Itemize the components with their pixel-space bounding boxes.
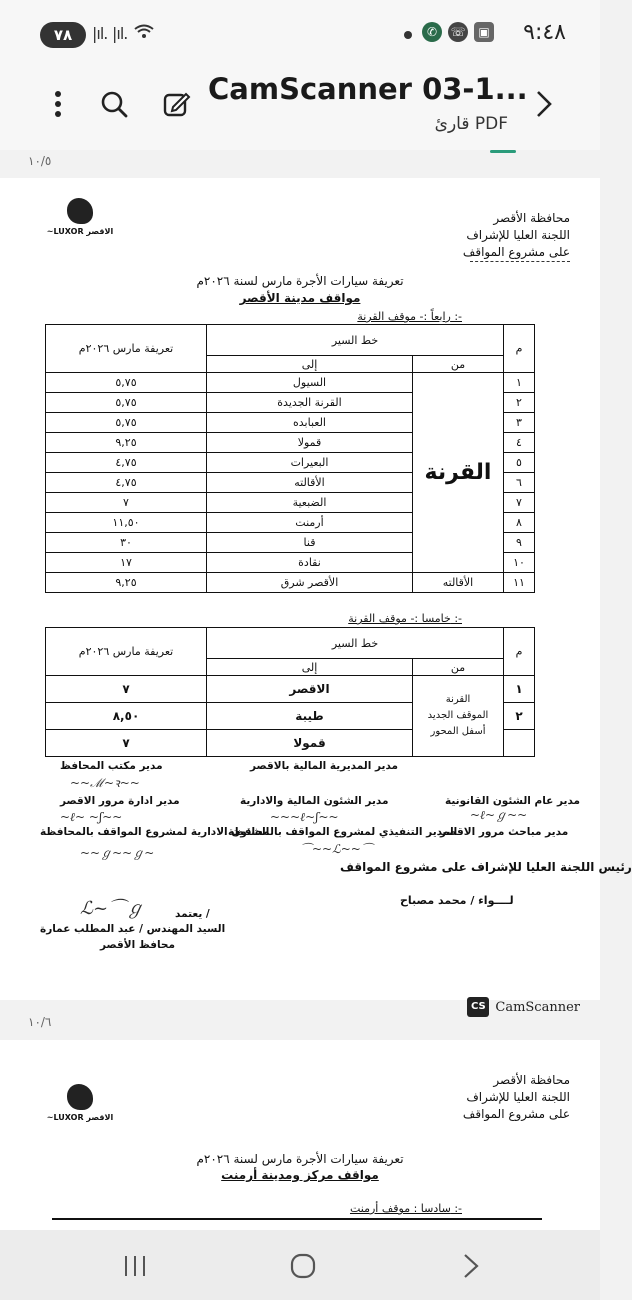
home-button[interactable] — [278, 1248, 328, 1284]
back-button[interactable] — [446, 1248, 496, 1284]
fare-table-1 — [45, 324, 535, 593]
signature-name: لــــواء / محمد مصباح — [400, 894, 514, 907]
cell-from-merged: القرنة — [413, 373, 504, 573]
signature-title: مدير مباحث مرور الاقصر — [440, 826, 569, 838]
cell-fare: ٣٠ — [46, 533, 207, 553]
header-line: على مشروع المواقف — [462, 1107, 570, 1121]
chevron-right-icon — [462, 1252, 480, 1280]
wifi-icon — [134, 24, 154, 44]
notification-icons — [404, 22, 494, 42]
header-line: محافظة الأقصر — [493, 1073, 570, 1087]
signature-title: رئيس اللجنة العليا للإشراف على مشروع المواقف — [340, 860, 632, 874]
signature-title: مدير مكتب المحافظ — [60, 760, 163, 772]
camscanner-watermark — [467, 997, 580, 1017]
whatsapp-icon: ☏ — [448, 22, 468, 42]
cell-num: ٥ — [504, 453, 535, 473]
logo-text: ~LUXOR الاقصر — [46, 1113, 114, 1122]
cell-fare: ٨,٥٠ — [46, 703, 207, 730]
cell-to: أرمنت — [207, 513, 413, 533]
cell-num: ٤ — [504, 433, 535, 453]
clock: ٩:٤٨ — [523, 20, 566, 45]
signature-title: مدير المديرية المالية بالاقصر — [250, 760, 399, 772]
luxor-logo — [30, 198, 130, 258]
cell-fare: ٤,٧٥ — [46, 473, 207, 493]
th-from: من — [413, 356, 504, 373]
search-icon — [100, 90, 128, 118]
th-route: خط السير — [207, 628, 504, 659]
document-page — [0, 178, 632, 1000]
edit-button[interactable] — [156, 84, 196, 124]
cell-fare: ٧ — [46, 676, 207, 703]
header-line: على مشروع المواقف — [462, 245, 570, 259]
cell-to: العبابده — [207, 413, 413, 433]
cell-to: نقادة — [207, 553, 413, 573]
th-fare: تعريفة مارس ٢٠٢٦م — [46, 628, 207, 676]
cell-num: ٨ — [504, 513, 535, 533]
section-heading: رابعاً :- موقف القرنة :- — [357, 310, 462, 323]
system-nav-bar — [0, 1230, 600, 1300]
doc-title: تعريفة سيارات الأجرة مارس لسنة ٢٠٢٦م — [196, 274, 404, 288]
th-to: إلى — [207, 356, 413, 373]
home-icon — [289, 1252, 317, 1280]
cell-to: الأقصر شرق — [207, 573, 413, 593]
document-page — [0, 1040, 600, 1230]
section-heading: خامسا :- موقف القرنة :- — [348, 612, 462, 625]
cell-num: ١٠ — [504, 553, 535, 573]
approver-name: السيد المهندس / عبد المطلب عمارة — [40, 923, 226, 935]
cell-fare: ١١,٥٠ — [46, 513, 207, 533]
header-divider — [470, 261, 570, 262]
approver-title: محافظ الأقصر — [100, 939, 175, 951]
page-number-label: ١٠/٦ — [28, 1015, 52, 1029]
signal-2-icon: |ıl. — [112, 24, 128, 43]
th-to: إلى — [207, 659, 413, 676]
cell-to: الأقالته — [207, 473, 413, 493]
header-block — [463, 210, 570, 262]
cell-fare: ٩,٢٥ — [46, 573, 207, 593]
cell-num: ٧ — [504, 493, 535, 513]
recent-apps-button[interactable] — [110, 1248, 160, 1284]
handwritten-signature: ~~ℊ~~ℊ~ — [80, 846, 155, 860]
handwritten-signature: ℒ~⌒ℊ — [80, 898, 145, 919]
cell-fare: ٧ — [46, 493, 207, 513]
cell-fare: ٩,٢٥ — [46, 433, 207, 453]
app-toolbar — [0, 66, 600, 150]
cell-to: قمولا — [207, 433, 413, 453]
fare-table-2 — [45, 627, 535, 757]
header-line: محافظة الأقصر — [493, 211, 570, 225]
from-line: أسفل المحور — [430, 726, 486, 737]
logo-emblem-icon — [67, 1084, 93, 1110]
approval-label: يعتمد / — [175, 908, 210, 920]
cell-to: البعيرات — [207, 453, 413, 473]
camscanner-text: CamScanner — [495, 999, 580, 1015]
logo-text: ~LUXOR الاقصر — [46, 227, 114, 236]
cell-to: قمولا — [207, 730, 413, 757]
cell-fare: ٥,٧٥ — [46, 393, 207, 413]
cell-fare: ١٧ — [46, 553, 207, 573]
doc-subtitle: مواقف مدينة الأقصر — [239, 291, 361, 305]
signature-title: الشئون الادارية لمشروع المواقف بالمحافظة — [40, 826, 270, 838]
luxor-logo — [30, 1084, 130, 1144]
table-top-border — [52, 1218, 542, 1220]
signature-title: المدير التنفيذي لمشروع المواقف بالمحافظة — [228, 826, 458, 838]
th-num: م — [504, 628, 535, 676]
cell-to: الضبعية — [207, 493, 413, 513]
cell-to: قنا — [207, 533, 413, 553]
battery-indicator: ٧٨ — [40, 22, 86, 48]
handwritten-signature: ~ℓ~ℊ~~ — [470, 808, 528, 822]
cell-num: ١ — [504, 373, 535, 393]
handwritten-signature: ⌒~~ℒ~~⌒ — [300, 842, 373, 856]
doc-subtitle: مواقف مركز ومدينة أرمنت — [221, 1168, 379, 1182]
th-from: من — [413, 659, 504, 676]
cell-to: طيبة — [207, 703, 413, 730]
cell-fare: ٥,٧٥ — [46, 413, 207, 433]
cell-num: ٢ — [504, 703, 535, 730]
recents-icon — [122, 1254, 148, 1278]
cell-num: ٣ — [504, 413, 535, 433]
signature-title: مدير عام الشئون القانونية — [445, 795, 581, 807]
handwritten-signature: ~~~ℓ~ʃ~~ — [270, 810, 339, 824]
dot-icon — [404, 31, 412, 39]
cell-num: ٢ — [504, 393, 535, 413]
logo-emblem-icon — [67, 198, 93, 224]
kebab-icon — [54, 91, 62, 117]
cell-num: ١١ — [504, 573, 535, 593]
from-line: الموقف الجديد — [427, 710, 489, 721]
edit-icon — [162, 90, 190, 118]
th-fare: تعريفة مارس ٢٠٢٦م — [46, 325, 207, 373]
header-line: اللجنة العليا للإشراف — [466, 228, 570, 242]
cell-num: ١ — [504, 676, 535, 703]
camscanner-logo-icon: CS — [467, 997, 489, 1017]
signature-title: مدير الشئون المالية والادارية — [240, 795, 389, 807]
screenshot-icon: ▣ — [474, 22, 494, 42]
cell-fare: ٤,٧٥ — [46, 453, 207, 473]
th-num: م — [504, 325, 535, 373]
header-block — [463, 1072, 570, 1123]
cell-to: السيول — [207, 373, 413, 393]
from-line: القرنة — [445, 694, 471, 705]
next-button[interactable] — [524, 84, 564, 124]
signature-title: مدير ادارة مرور الاقصر — [60, 795, 180, 807]
cell-fare: ٥,٧٥ — [46, 373, 207, 393]
cell-from-merged — [413, 676, 504, 757]
app-icon: ✆ — [422, 22, 442, 42]
header-line: اللجنة العليا للإشراف — [466, 1090, 570, 1104]
section-heading: سادسا : موقف أرمنت :- — [349, 1202, 462, 1215]
doc-title: تعريفة سيارات الأجرة مارس لسنة ٢٠٢٦م — [196, 1152, 404, 1166]
handwritten-signature: ~~ℳ~ꝛ~~ — [70, 776, 140, 790]
chevron-right-icon — [535, 89, 553, 119]
status-bar — [0, 0, 600, 66]
cell-to: الاقصر — [207, 676, 413, 703]
cell-num: ٦ — [504, 473, 535, 493]
document-title: CamScanner 03-1... — [208, 72, 528, 106]
cell-num: ٩ — [504, 533, 535, 553]
th-route: خط السير — [207, 325, 504, 356]
page-number-label: ١٠/٥ — [28, 154, 52, 168]
cell-num — [504, 730, 535, 757]
cell-to: القرنة الجديدة — [207, 393, 413, 413]
cell-fare: ٧ — [46, 730, 207, 757]
handwritten-signature: ~ℓ~ ~ʃ~~ — [60, 810, 123, 824]
more-options-button[interactable] — [38, 84, 78, 124]
search-button[interactable] — [94, 84, 134, 124]
cell-from: الأقالته — [413, 573, 504, 593]
signal-icon: |ıl. — [92, 24, 108, 43]
scroll-indicator — [490, 150, 516, 153]
document-subtitle: قارئ PDF — [434, 114, 508, 134]
